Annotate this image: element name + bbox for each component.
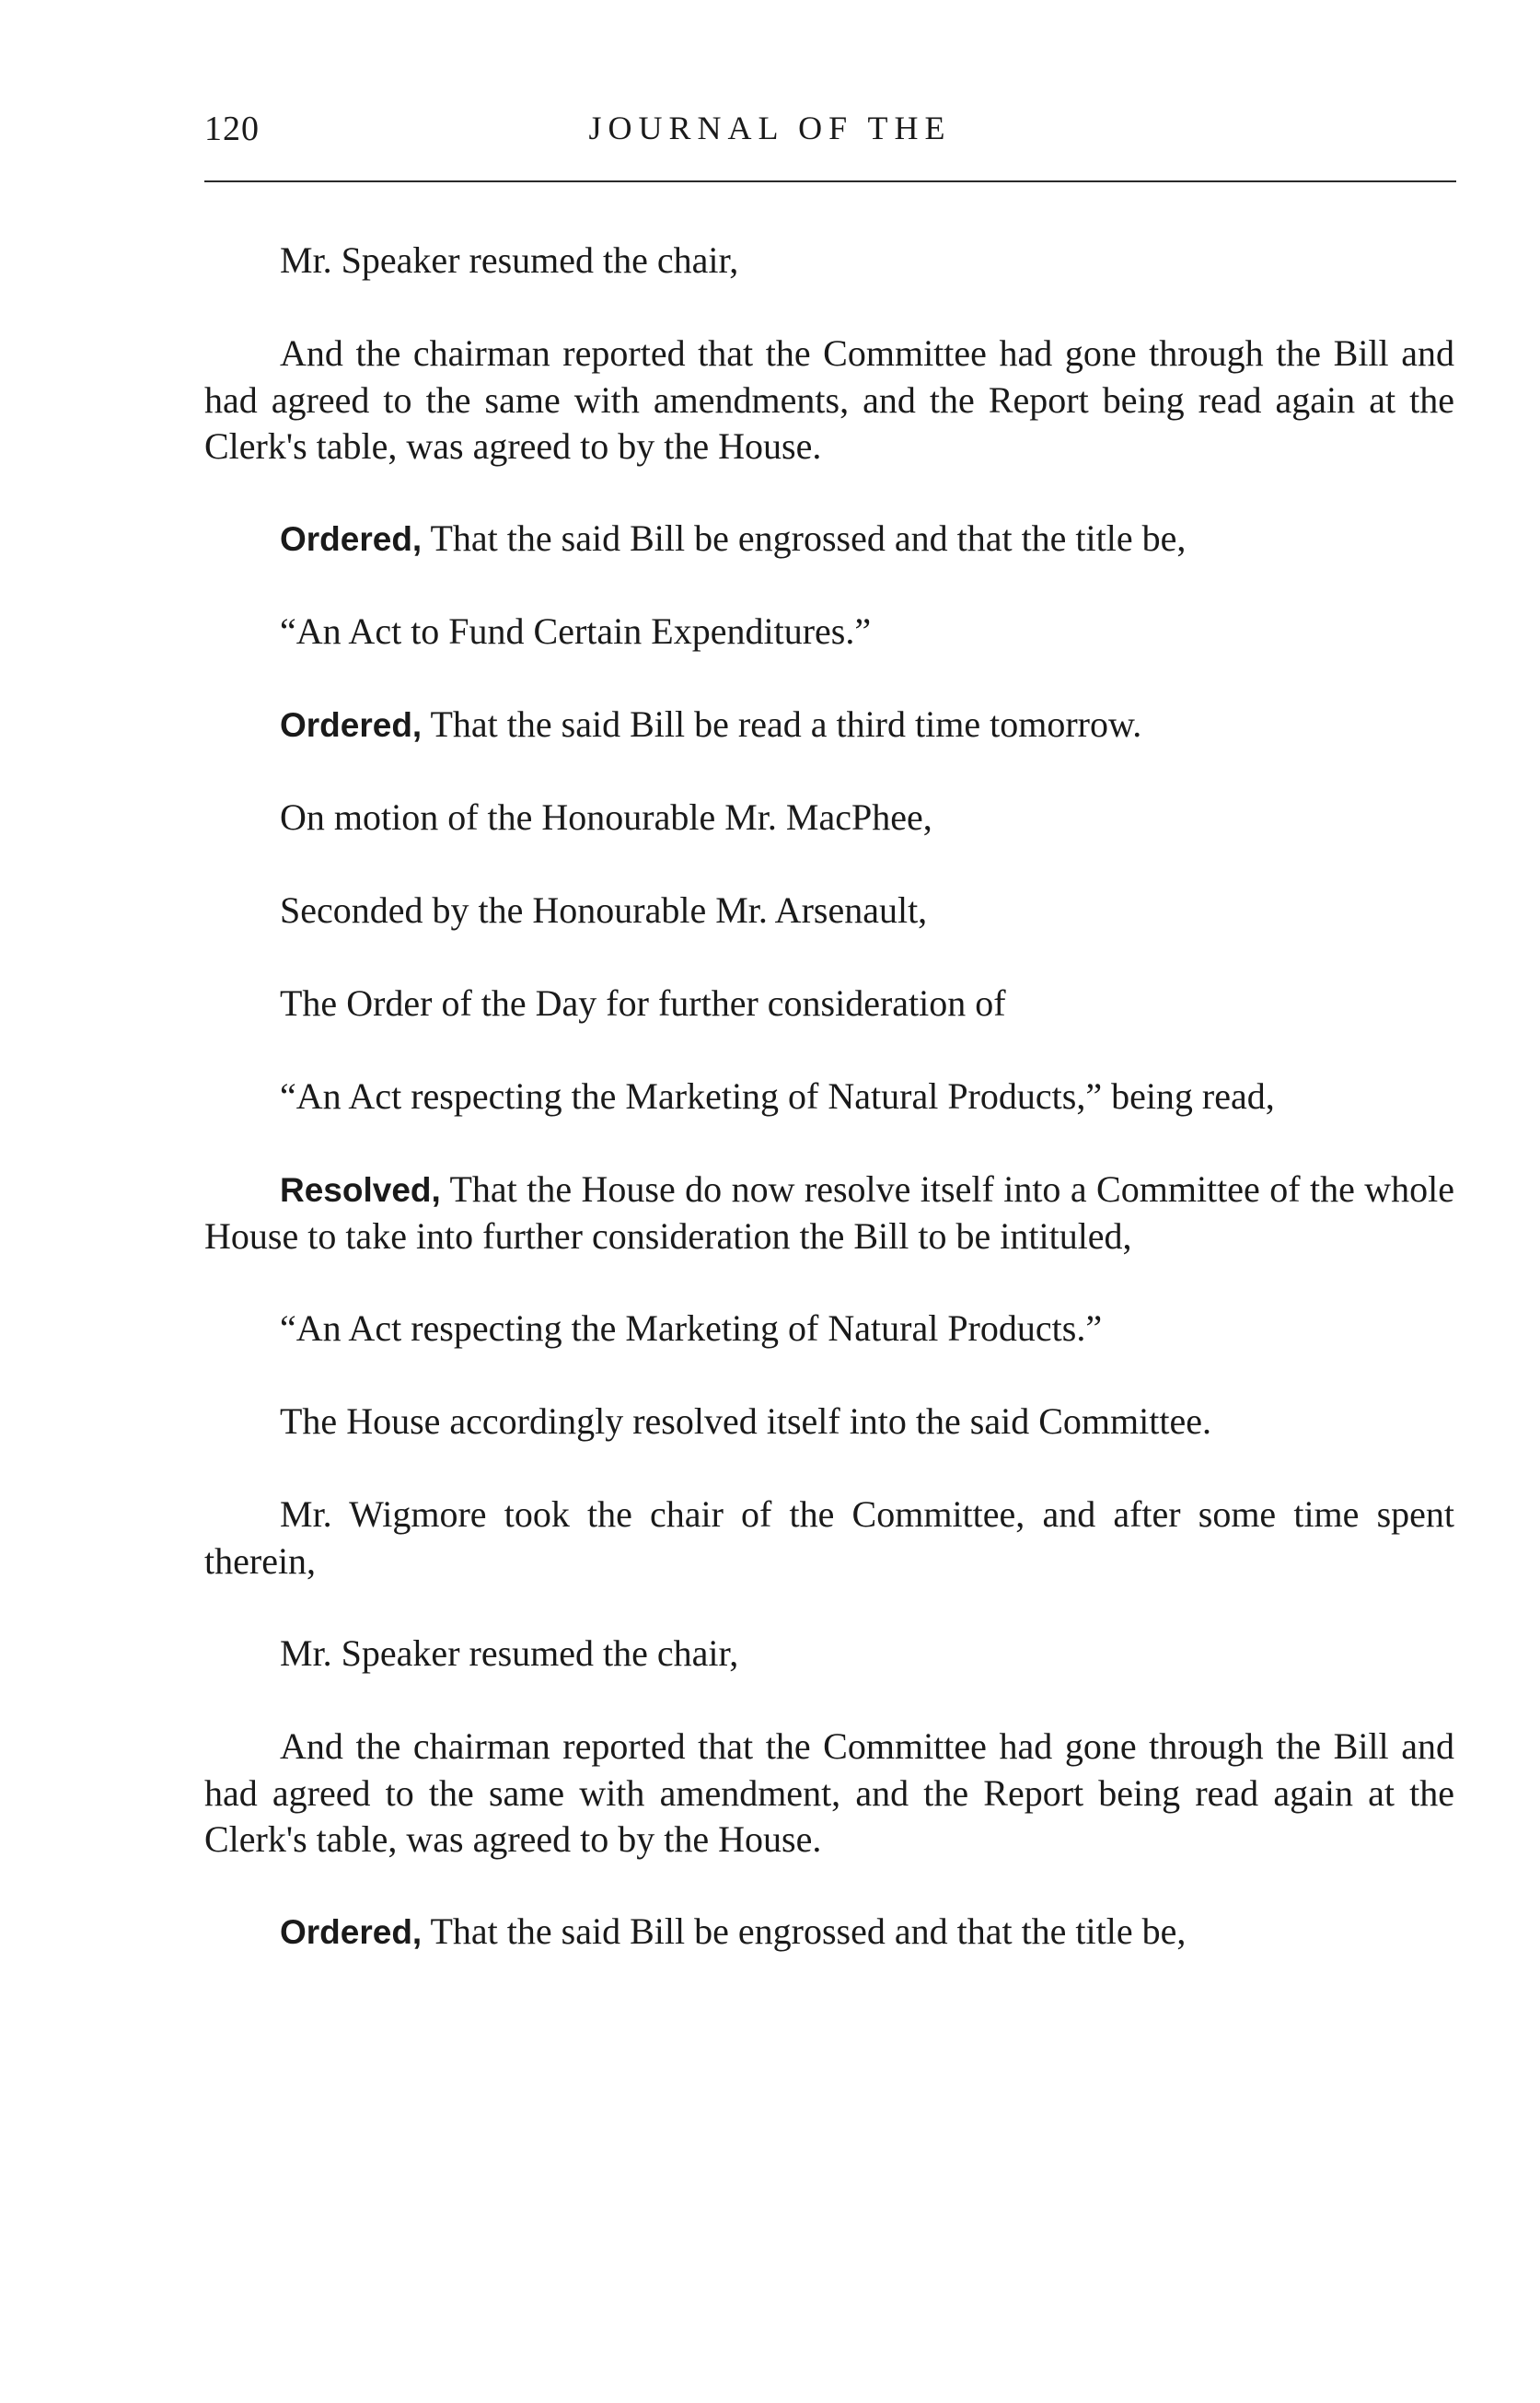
page-number: 120 xyxy=(204,110,260,148)
paragraph-text: Mr. Speaker resumed the chair, xyxy=(280,1632,739,1674)
paragraph-bill-being-read xyxy=(204,1074,1454,1120)
paragraph-text: The House accordingly resolved itself into the said Committee. xyxy=(280,1400,1211,1442)
paragraph-chairman-report xyxy=(204,331,1454,470)
paragraph-text: Seconded by the Honourable Mr. Arsenault, xyxy=(280,889,928,931)
paragraph-text: Mr. Wigmore took the chair of the Committee, and after some time spent therein, xyxy=(204,1493,1454,1582)
paragraph-text: And the chairman reported that the Committee had gone through the Bill and had agreed to the same with amendment, and the Report being read again at the Clerk's table, was agreed to by the House. xyxy=(204,1725,1454,1860)
running-head: JOURNAL OF THE xyxy=(588,110,952,146)
paragraph-lead: Resolved, xyxy=(280,1171,441,1209)
paragraph-ordered-engrossed-2 xyxy=(204,1909,1454,1956)
paragraph-house-resolved xyxy=(204,1399,1454,1445)
paragraph-seconded xyxy=(204,888,1454,934)
paragraph-lead: Ordered, xyxy=(280,1913,423,1951)
paragraph-ordered-third-reading xyxy=(204,702,1454,749)
paragraph-text: “An Act respecting the Marketing of Natural Products.” xyxy=(280,1307,1103,1349)
paragraph-lead: Ordered, xyxy=(280,520,423,558)
paragraph-text: And the chairman reported that the Committee had gone through the Bill and had agreed to the same with amendments, and the Report being read again at the Clerk's table, was agreed to by the House. xyxy=(204,332,1454,467)
paragraph-motion xyxy=(204,795,1454,842)
paragraph-order-of-day xyxy=(204,981,1454,1027)
paragraph-speaker-resumed-2 xyxy=(204,1631,1454,1677)
paragraph-text: “An Act to Fund Certain Expenditures.” xyxy=(280,610,872,652)
paragraph-resolved xyxy=(204,1167,1454,1260)
paragraph-chairman-report-2 xyxy=(204,1724,1454,1863)
paragraph-bill-title xyxy=(204,609,1454,656)
header-rule xyxy=(204,180,1456,182)
paragraph-text: “An Act respecting the Marketing of Natural Products,” being read, xyxy=(280,1075,1275,1117)
paragraph-speaker-resumed xyxy=(204,238,1454,284)
paragraph-text: Mr. Speaker resumed the chair, xyxy=(280,239,739,281)
journal-body xyxy=(204,238,1454,2002)
paragraph-bill-title-2 xyxy=(204,1306,1454,1352)
paragraph-text: That the House do now resolve itself into a Committee of the whole House to take into further consideration the Bill to be intituled, xyxy=(204,1168,1454,1257)
paragraph-text: That the said Bill be read a third time tomorrow. xyxy=(422,703,1142,745)
paragraph-wigmore-chair xyxy=(204,1492,1454,1585)
paragraph-text: On motion of the Honourable Mr. MacPhee, xyxy=(280,796,932,838)
paragraph-lead: Ordered, xyxy=(280,706,423,744)
paragraph-text: The Order of the Day for further consideration of xyxy=(280,982,1006,1024)
paragraph-ordered-engrossed xyxy=(204,516,1454,563)
paragraph-text: That the said Bill be engrossed and that the title be, xyxy=(422,1910,1187,1952)
paragraph-text: That the said Bill be engrossed and that the title be, xyxy=(422,517,1187,559)
